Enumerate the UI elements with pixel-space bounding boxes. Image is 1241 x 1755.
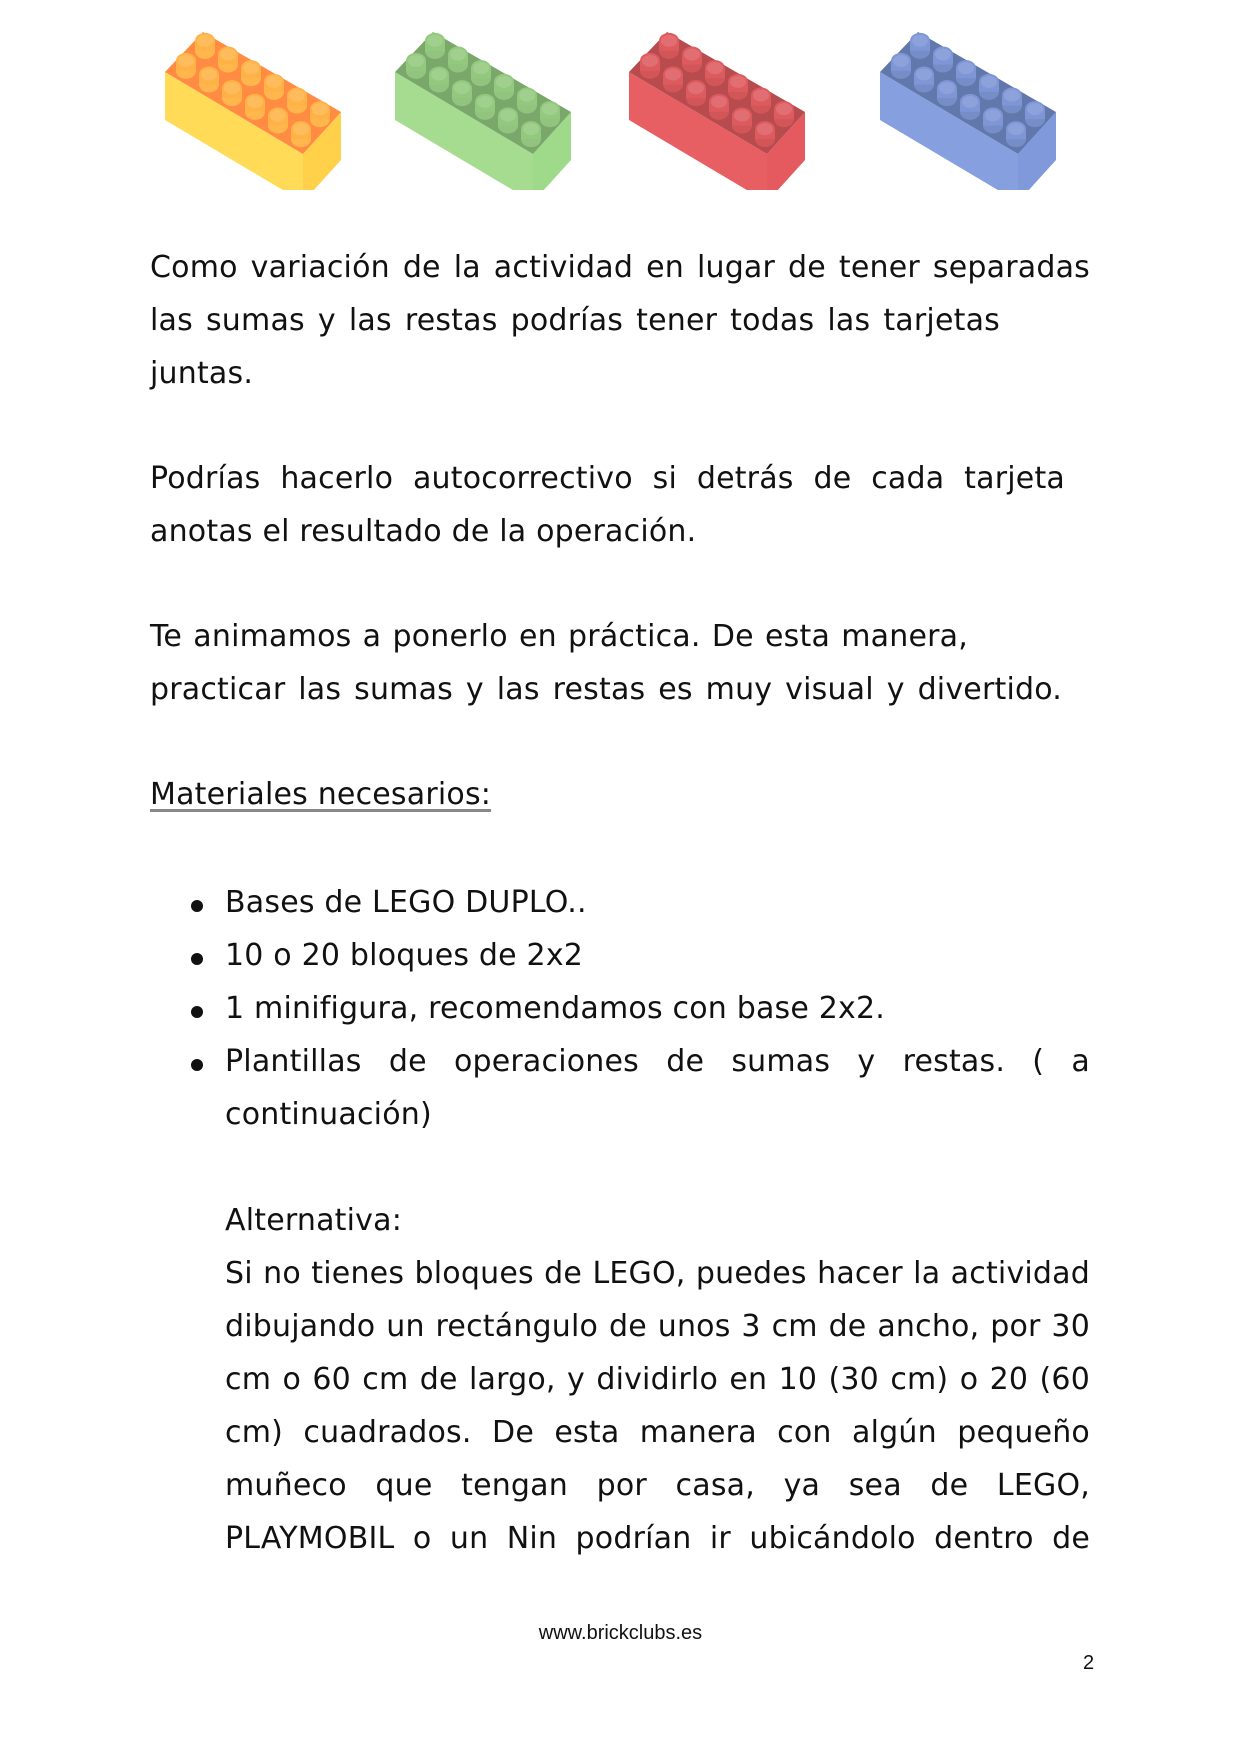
brick-stud-highlight — [473, 62, 489, 74]
brick-stud-highlight — [496, 76, 512, 88]
brick-stud-highlight — [523, 123, 539, 135]
brick-stud-highlight — [642, 55, 658, 67]
materials-item-4-line2: continuación) — [225, 1097, 432, 1132]
brick-stud-highlight — [707, 62, 723, 74]
brick-stud-highlight — [270, 110, 286, 122]
red-brick-icon — [627, 30, 827, 190]
brick-stud-highlight — [776, 103, 792, 115]
brick-stud-highlight — [224, 82, 240, 94]
paragraph1-line2: las sumas y las restas podrías tener todas las tarjetas — [150, 303, 1000, 338]
brick-stud-highlight — [266, 76, 282, 88]
bullet-icon — [191, 1059, 203, 1071]
brick-stud-highlight — [408, 55, 424, 67]
brick-stud-highlight — [197, 35, 213, 47]
brick-stud-highlight — [893, 55, 909, 67]
brick-stud-highlight — [542, 103, 558, 115]
brick-stud-highlight — [935, 49, 951, 61]
brick-stud-highlight — [757, 123, 773, 135]
brick-stud-highlight — [688, 82, 704, 94]
alternative-line6: PLAYMOBIL o un Nin podrían ir ubicándolo dentro de — [225, 1521, 1090, 1556]
brick-stud-highlight — [711, 96, 727, 108]
alternative-line3: cm o 60 cm de largo, y dividirlo en 10 (30 cm) o 20 (60 — [225, 1362, 1090, 1397]
paragraph2-line1: Podrías hacerlo autocorrectivo si detrás de cada tarjeta — [150, 461, 1065, 496]
materials-item-3: 1 minifigura, recomendamos con base 2x2. — [225, 991, 886, 1026]
brick-stud-highlight — [431, 69, 447, 81]
brick-stud-highlight — [247, 96, 263, 108]
brick-stud-highlight — [178, 55, 194, 67]
brick-stud-highlight — [1027, 103, 1043, 115]
brick-stud-highlight — [1004, 90, 1020, 102]
brick-stud-highlight — [427, 35, 443, 47]
paragraph1-line3: juntas. — [150, 356, 254, 391]
green-brick-icon — [393, 30, 593, 190]
paragraph1-line1: Como variación de la actividad en lugar de tener separadas — [150, 250, 1090, 285]
brick-stud-highlight — [985, 110, 1001, 122]
brick-stud-highlight — [312, 103, 328, 115]
brick-stud-highlight — [289, 90, 305, 102]
materials-item-1: Bases de LEGO DUPLO.. — [225, 885, 587, 920]
brick-stud-highlight — [477, 96, 493, 108]
brick-stud-highlight — [912, 35, 928, 47]
brick-stud-highlight — [730, 76, 746, 88]
alternative-heading: Alternativa: — [225, 1203, 403, 1238]
brick-stud-highlight — [450, 49, 466, 61]
brick-stud-highlight — [981, 76, 997, 88]
brick-stud-highlight — [962, 96, 978, 108]
bullet-icon — [191, 953, 203, 965]
footer-url-link[interactable]: www.brickclubs.es — [538, 1622, 703, 1644]
page-number: 2 — [1083, 1652, 1095, 1674]
brick-stud-highlight — [916, 69, 932, 81]
bullet-icon — [191, 900, 203, 912]
orange-yellow-brick-icon — [163, 30, 363, 190]
brick-stud-highlight — [500, 110, 516, 122]
materials-item-4-line1: Plantillas de operaciones de sumas y restas. ( a — [225, 1044, 1090, 1079]
brick-stud-highlight — [939, 82, 955, 94]
paragraph2-line2: anotas el resultado de la operación. — [150, 514, 697, 549]
brick-stud-highlight — [201, 69, 217, 81]
paragraph3-line2: practicar las sumas y las restas es muy visual y divertido. — [150, 672, 1062, 707]
brick-stud-highlight — [734, 110, 750, 122]
bullet-icon — [191, 1006, 203, 1018]
brick-stud-highlight — [958, 62, 974, 74]
alternative-line2: dibujando un rectángulo de unos 3 cm de ancho, por 30 — [225, 1309, 1090, 1344]
brick-stud-highlight — [753, 90, 769, 102]
paragraph3-line1: Te animamos a ponerlo en práctica. De esta manera, — [150, 619, 968, 654]
brick-stud-highlight — [684, 49, 700, 61]
alternative-line5: muñeco que tengan por casa, ya sea de LEGO, — [225, 1468, 1090, 1503]
materials-item-2: 10 o 20 bloques de 2x2 — [225, 938, 584, 973]
brick-stud-highlight — [519, 90, 535, 102]
materials-heading: Materiales necesarios: — [150, 777, 492, 812]
brick-stud-highlight — [665, 69, 681, 81]
brick-stud-highlight — [293, 123, 309, 135]
brick-stud-highlight — [243, 62, 259, 74]
alternative-line4: cm) cuadrados. De esta manera con algún pequeño — [225, 1415, 1090, 1450]
brick-stud-highlight — [220, 49, 236, 61]
blue-brick-icon — [878, 30, 1078, 190]
brick-stud-highlight — [661, 35, 677, 47]
brick-stud-highlight — [454, 82, 470, 94]
alternative-line1: Si no tienes bloques de LEGO, puedes hacer la actividad — [225, 1256, 1090, 1291]
brick-stud-highlight — [1008, 123, 1024, 135]
